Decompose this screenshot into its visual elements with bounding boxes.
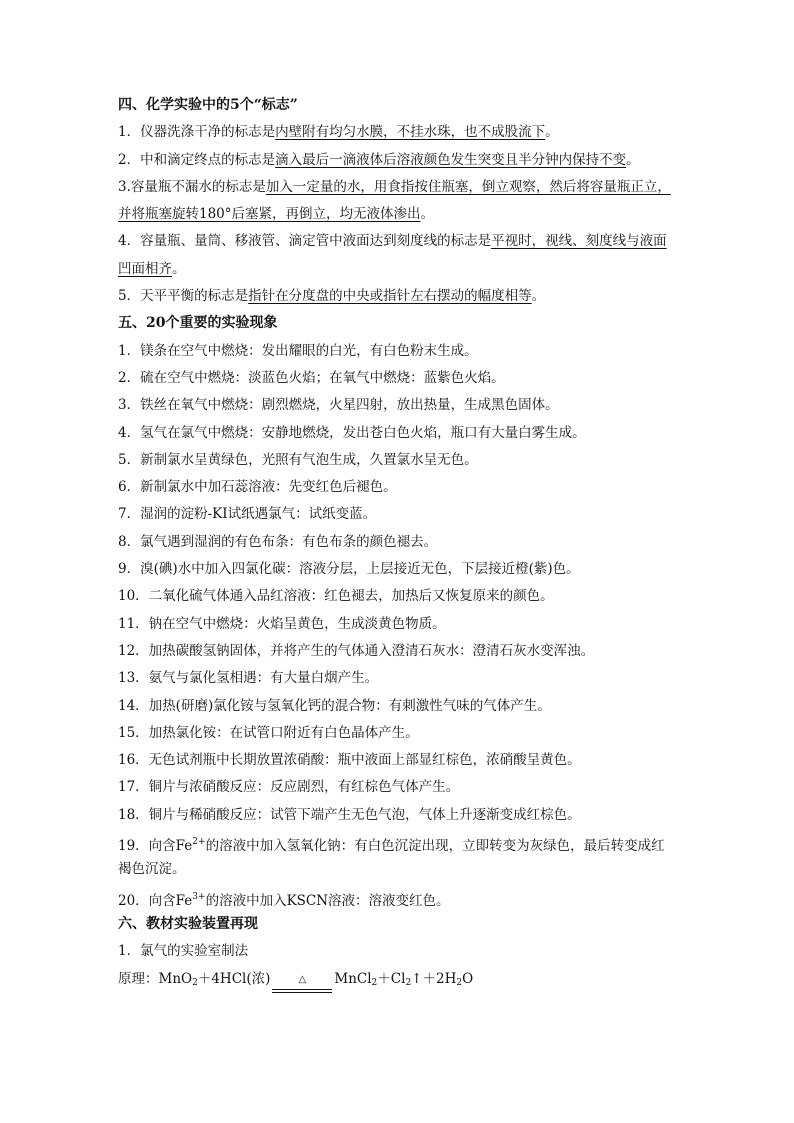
underlined-answer: 加入一定量的水，用食指按住瓶塞，倒立观察，然后将容量瓶正立，	[265, 178, 671, 195]
phenomenon-item: 16．无色试剂瓶中长期放置浓硝酸：瓶中液面上部显红棕色，浓硝酸呈黄色。	[118, 752, 581, 769]
section-heading-6: 六、教材实验装置再现	[118, 915, 258, 932]
sign-item-5: 5．天平平衡的标志是指针在分度盘的中央或指针左右摆动的幅度相等。	[118, 288, 546, 305]
phenomenon-item: 9．溴(碘)水中加入四氯化碳：溶液分层，上层接近无色，下层接近橙(紫)色。	[118, 561, 580, 578]
section-heading-5: 五、20个重要的实验现象	[118, 315, 278, 332]
underlined-answer: 滴入最后一滴液体后溶液颜色发生突变且半分钟内保持不变	[275, 151, 627, 168]
phenomenon-item: 2．硫在空气中燃烧：淡蓝色火焰；在氧气中燃烧：蓝紫色火焰。	[118, 369, 505, 386]
underlined-answer: 凹面相齐	[118, 260, 172, 277]
phenomenon-item: 12．加热碳酸氢钠固体，并将产生的气体通入澄清石灰水：澄清石灰水变浑浊。	[118, 642, 595, 659]
reaction-equals-sign	[272, 973, 332, 997]
sign-item-3-cont: 并将瓶塞旋转180°后塞紧，再倒立，均无液体渗出。	[118, 206, 435, 223]
underlined-answer: 平视时，视线、刻度线与液面	[491, 233, 667, 250]
phenomenon-item: 13．氨气与氯化氢相遇：有大量白烟产生。	[118, 670, 379, 687]
phenomenon-item: 8．氯气遇到湿润的有色布条：有色布条的颜色褪去。	[118, 533, 438, 550]
phenomenon-item: 14．加热(研磨)氯化铵与氢氧化钙的混合物：有刺激性气味的气体产生。	[118, 697, 551, 714]
phenomenon-item-20: 20．向含$Fe^{3+}$的溶液中加入KSCN溶液：溶液变红色。	[118, 891, 450, 909]
reactant-mno2: MnO$_2$	[158, 970, 198, 988]
phenomenon-item: 11．钠在空气中燃烧：火焰呈黄色，生成淡黄色物质。	[118, 615, 446, 632]
phenomenon-item: 10．二氧化硫气体通入品红溶液：红色褪去，加热后又恢复原来的颜色。	[118, 588, 554, 605]
phenomenon-item: 4．氢气在氯气中燃烧：安静地燃烧，发出苍白色火焰，瓶口有大量白雾生成。	[118, 424, 586, 441]
phenomenon-item: 18．铜片与稀硝酸反应：试管下端产生无色气泡，气体上升逐渐变成红棕色。	[118, 806, 581, 823]
sign-item-4: 4．容量瓶、量筒、移液管、滴定管中液面达到刻度线的标志是平视时，视线、刻度线与液面	[118, 233, 667, 250]
underlined-answer: 并将瓶塞旋转180°后塞紧，再倒立，均无液体渗出	[118, 206, 421, 223]
phenomenon-item: 17．铜片与浓硝酸反应：反应剧烈，有红棕色气体产生。	[118, 779, 460, 796]
sign-item-2: 2．中和滴定终点的标志是滴入最后一滴液体后溶液颜色发生突变且半分钟内保持不变。	[118, 151, 640, 168]
phenomenon-item: 5．新制氯水呈黄绿色，光照有气泡生成，久置氯水呈无色。	[118, 451, 478, 468]
section-heading-4: 四、化学实验中的5个“标志”	[118, 97, 298, 113]
phenomenon-item-19-cont: 褐色沉淀。	[118, 861, 186, 878]
reaction-principle: 原理：MnO$_2$＋4HCl(浓) △ $MnCl_2+Cl_2↑+2H_2O$	[118, 966, 688, 993]
subsection-title: 1．氯气的实验室制法	[118, 943, 249, 960]
underlined-answer: 内壁附有均匀水膜，不挂水珠，也不成股流下	[275, 124, 546, 141]
phenomenon-item: 1．镁条在空气中燃烧：发出耀眼的白光，有白色粉末生成。	[118, 342, 478, 359]
document-page	[118, 92, 688, 993]
phenomenon-item: 3．铁丝在氧气中燃烧：剧烈燃烧，火星四射，放出热量，生成黑色固体。	[118, 397, 559, 414]
sign-item-4-cont: 凹面相齐。	[118, 260, 186, 277]
phenomenon-item: 6．新制氯水中加石蕊溶液：先变红色后褪色。	[118, 479, 397, 496]
phenomenon-item: 7．湿润的淀粉-KI试纸遇氯气：试纸变蓝。	[118, 506, 377, 523]
sign-item-3: 3.容量瓶不漏水的标志是加入一定量的水，用食指按住瓶塞，倒立观察，然后将容量瓶正立，	[118, 178, 671, 195]
phenomenon-item: 15．加热氯化铵：在试管口附近有白色晶体产生。	[118, 724, 419, 741]
sign-item-1: 1．仪器洗涤干净的标志是内壁附有均匀水膜，不挂水珠，也不成股流下。	[118, 124, 559, 141]
heat-condition-symbol: △	[298, 973, 307, 985]
underlined-answer: 指针在分度盘的中央或指针左右摆动的幅度相等	[248, 288, 532, 305]
phenomenon-item-19: 19．向含$Fe^{2+}$的溶液中加入氢氧化钠：有白色沉淀出现，立即转变为灰绿色，最后转变成红	[118, 837, 665, 855]
